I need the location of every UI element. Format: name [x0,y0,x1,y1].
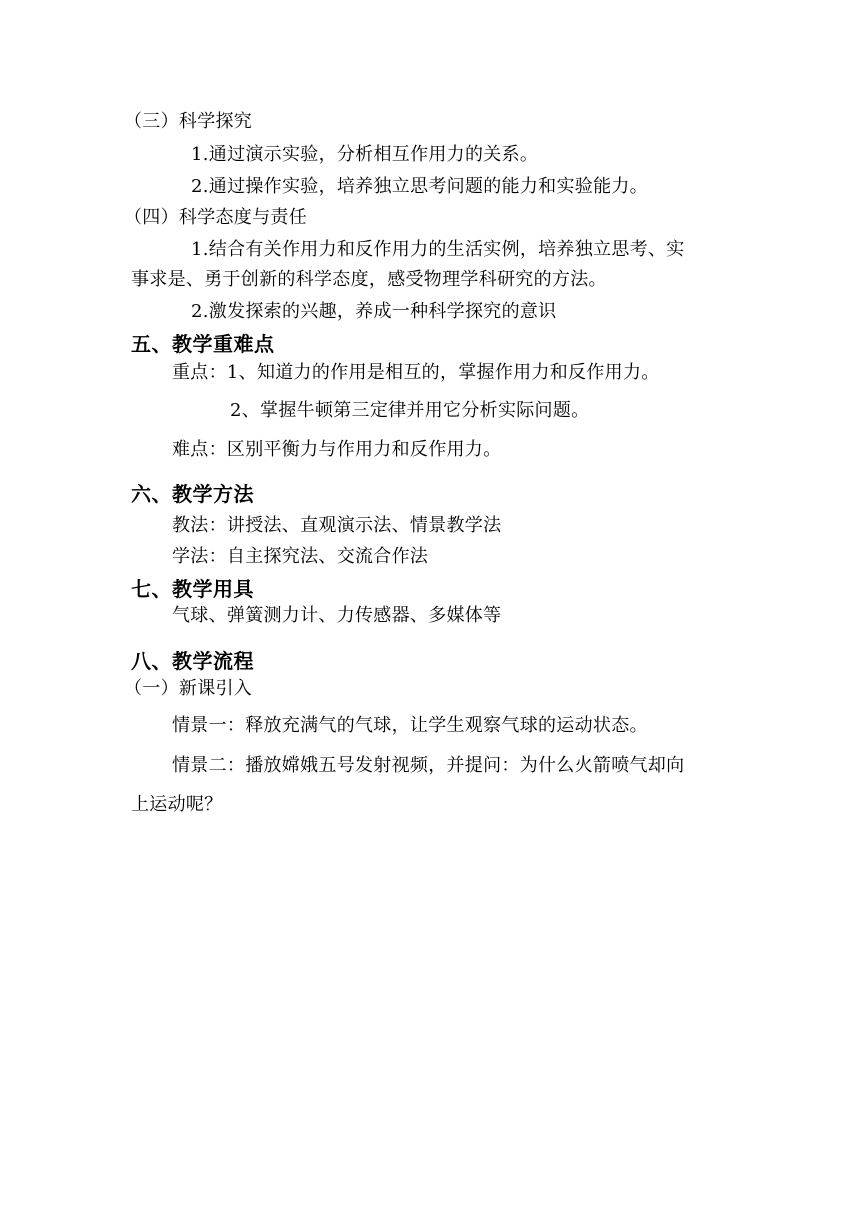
paragraph-line: 事求是、勇于创新的科学态度，感受物理学科研究的方法。 [131,269,607,290]
paragraph-line: 气球、弹簧测力计、力传感器、多媒体等 [172,605,502,626]
paragraph-line: 情景一：释放充满气的气球，让学生观察气球的运动状态。 [172,715,648,736]
paragraph-line: 1.通过演示实验，分析相互作用力的关系。 [191,144,539,165]
subsection-heading-intro: （一）新课引入 [124,678,253,699]
paragraph-line: 2.通过操作实验，培养独立思考问题的能力和实验能力。 [191,176,648,197]
section-heading-key-difficult: 五、教学重难点 [131,332,275,356]
section-heading-tools: 七、教学用具 [131,577,254,601]
paragraph-line: 难点：区别平衡力与作用力和反作用力。 [172,439,502,460]
paragraph-line: 2.激发探索的兴趣，养成一种科学探究的意识 [191,301,557,322]
section-heading-methods: 六、教学方法 [131,482,254,506]
paragraph-line: 重点：1、知道力的作用是相互的，掌握作用力和反作用力。 [172,362,660,383]
paragraph-line: 学法：自主探究法、交流合作法 [172,546,429,567]
paragraph-line: 2、掌握牛顿第三定律并用它分析实际问题。 [230,400,590,421]
paragraph-line: 上运动呢？ [131,794,223,815]
subsection-heading-attitude: （四）科学态度与责任 [124,207,307,228]
paragraph-line: 1.结合有关作用力和反作用力的生活实例，培养独立思考、实 [191,239,685,260]
subsection-heading-science-inquiry: （三）科学探究 [124,111,253,132]
paragraph-line: 情景二：播放嫦娥五号发射视频，并提问：为什么火箭喷气却向 [172,755,685,776]
paragraph-line: 教法：讲授法、直观演示法、情景教学法 [172,515,502,536]
section-heading-process: 八、教学流程 [131,649,254,673]
